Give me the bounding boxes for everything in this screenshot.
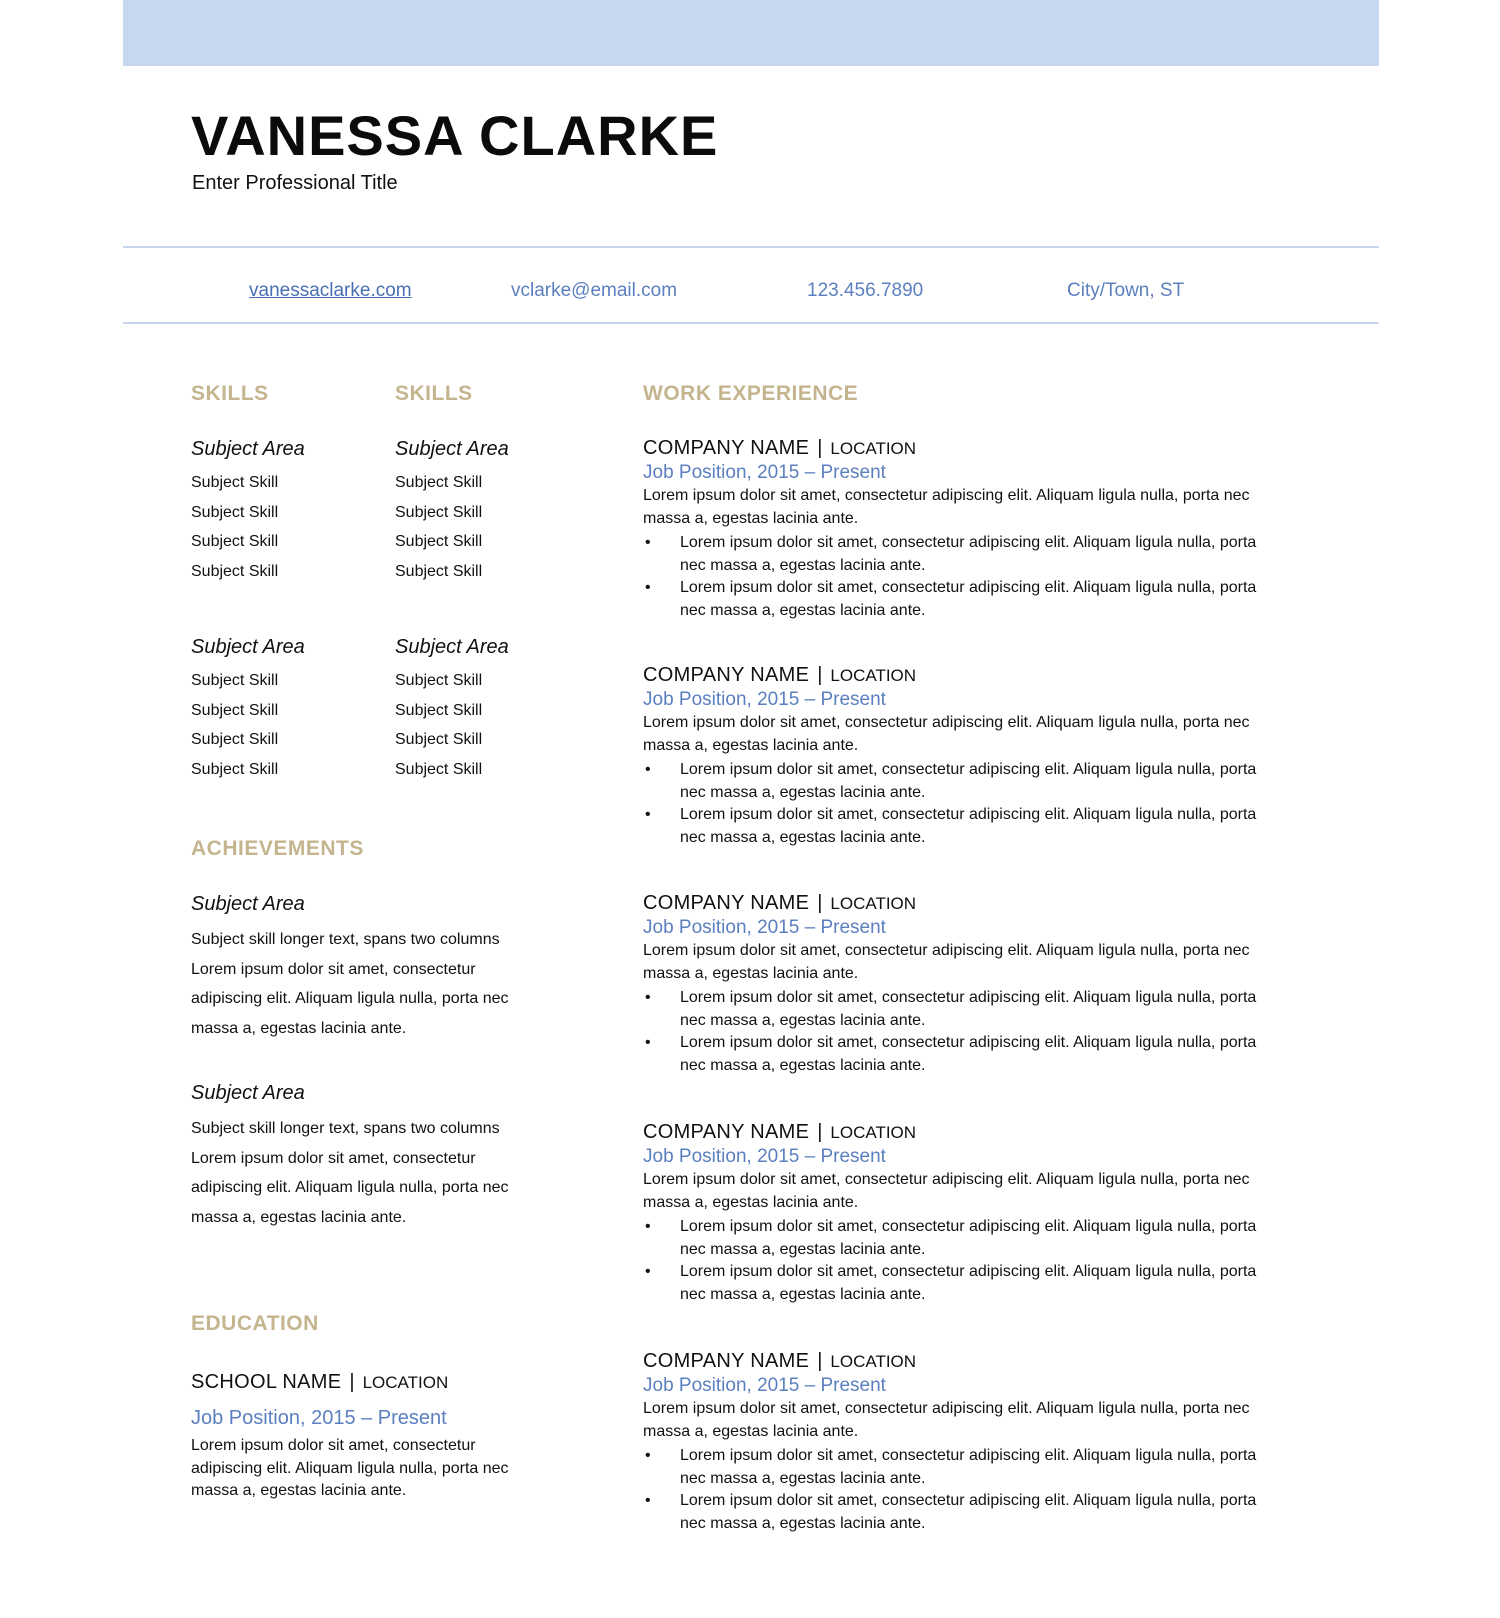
skill-item: Subject Skill (395, 503, 483, 521)
bullet-glyph: • (645, 1263, 651, 1280)
skill-group (191, 634, 391, 788)
achievement-block (191, 1080, 531, 1232)
skill-item: Subject Skill (191, 562, 279, 580)
skills-column-right (395, 436, 595, 788)
school-location: LOCATION (362, 1373, 449, 1392)
skill-item: Subject Skill (191, 731, 279, 748)
separator: | (817, 664, 823, 686)
email-text: vclarke@email.com (511, 280, 678, 301)
skill-item: Subject Skill (191, 760, 279, 778)
bullet-text: Lorem ipsum dolor sit amet, consectetur adipiscing elit. Aliquam ligula nulla, porta nec massa a, egestas lacinia ante. (680, 1034, 1257, 1074)
skill-item: Subject Skill (395, 533, 483, 550)
contact-bottom-divider (123, 322, 1379, 324)
separator: | (817, 437, 823, 459)
job-bullets (643, 532, 1263, 622)
job-summary: Lorem ipsum dolor sit amet, consectetur adipiscing elit. Aliquam ligula nulla, porta nec massa a, egestas lacinia ante. (643, 714, 1250, 754)
job-position: Job Position, 2015 – Present (643, 1146, 886, 1167)
company-location: LOCATION (830, 1352, 917, 1371)
skill-item: Subject Skill (191, 701, 279, 719)
skill-group (191, 436, 391, 590)
company-name: COMPANY NAME (643, 892, 810, 914)
bullet-text: Lorem ipsum dolor sit amet, consectetur adipiscing elit. Aliquam ligula nulla, porta nec massa a, egestas lacinia ante. (680, 1492, 1257, 1532)
job-bullets (643, 1216, 1263, 1306)
job-entry (643, 663, 1263, 849)
company-name: COMPANY NAME (643, 1121, 810, 1143)
bullet-glyph: • (645, 806, 651, 823)
job-bullet (643, 804, 1263, 849)
job-bullet (643, 1216, 1263, 1261)
company-location: LOCATION (830, 1123, 917, 1142)
achievement-line: Subject skill longer text, spans two columns (191, 1120, 500, 1137)
job-bullets (643, 1445, 1263, 1535)
separator: | (817, 1350, 823, 1372)
job-summary: Lorem ipsum dolor sit amet, consectetur adipiscing elit. Aliquam ligula nulla, porta nec massa a, egestas lacinia ante. (643, 1400, 1250, 1440)
bullet-glyph: • (645, 1218, 651, 1235)
skill-group (395, 634, 595, 788)
job-bullet (643, 1445, 1263, 1490)
achievement-line: massa a, egestas lacinia ante. (191, 1208, 407, 1226)
skill-item: Subject Skill (395, 672, 483, 689)
separator: | (817, 1121, 823, 1143)
education-heading: EDUCATION (191, 1312, 319, 1335)
achievement-line: adipiscing elit. Aliquam ligula nulla, porta nec (191, 990, 509, 1007)
bullet-glyph: • (645, 534, 651, 551)
bullet-glyph: • (645, 1447, 651, 1464)
education-entry (191, 1370, 531, 1503)
job-position: Job Position, 2015 – Present (643, 1375, 886, 1396)
bullet-glyph: • (645, 761, 651, 778)
professional-title: Enter Professional Title (192, 172, 398, 194)
skill-item: Subject Skill (395, 760, 483, 778)
school-line (191, 1370, 531, 1395)
job-entry (643, 436, 1263, 622)
subject-area-title: Subject Area (191, 1082, 305, 1104)
skills-column-left (191, 436, 391, 788)
company-name: COMPANY NAME (643, 1350, 810, 1372)
job-bullet (643, 1490, 1263, 1535)
bullet-text: Lorem ipsum dolor sit amet, consectetur adipiscing elit. Aliquam ligula nulla, porta nec massa a, egestas lacinia ante. (680, 534, 1257, 574)
achievement-line: adipiscing elit. Aliquam ligula nulla, porta nec (191, 1179, 509, 1196)
skill-item: Subject Skill (395, 701, 483, 719)
bullet-glyph: • (645, 579, 651, 596)
bullet-glyph: • (645, 1492, 651, 1509)
company-line (643, 1120, 1263, 1145)
website-link[interactable]: vanessaclarke.com (249, 280, 412, 301)
job-bullet (643, 1032, 1263, 1077)
subject-area-title: Subject Area (191, 438, 305, 460)
job-bullets (643, 759, 1263, 849)
job-bullet (643, 987, 1263, 1032)
contact-top-divider (123, 246, 1379, 248)
location-text: City/Town, ST (1067, 280, 1185, 301)
separator: | (817, 892, 823, 914)
achievement-block (191, 891, 531, 1043)
company-line (643, 436, 1263, 461)
education-description: Lorem ipsum dolor sit amet, consectetur adipiscing elit. Aliquam ligula nulla, porta nec massa a, egestas lacinia ante. (191, 1437, 509, 1499)
company-location: LOCATION (830, 666, 917, 685)
job-position: Job Position, 2015 – Present (643, 917, 886, 938)
job-bullet (643, 532, 1263, 577)
company-line (643, 891, 1263, 916)
skills-heading-left: SKILLS (191, 382, 269, 405)
bullet-text: Lorem ipsum dolor sit amet, consectetur adipiscing elit. Aliquam ligula nulla, porta nec massa a, egestas lacinia ante. (680, 1218, 1257, 1258)
bullet-glyph: • (645, 989, 651, 1006)
resume-page (123, 0, 1379, 1618)
school-name: SCHOOL NAME (191, 1371, 342, 1393)
subject-area-title: Subject Area (395, 636, 509, 658)
education-position: Job Position, 2015 – Present (191, 1407, 447, 1429)
bullet-text: Lorem ipsum dolor sit amet, consectetur adipiscing elit. Aliquam ligula nulla, porta nec massa a, egestas lacinia ante. (680, 806, 1257, 846)
job-entry (643, 891, 1263, 1077)
company-location: LOCATION (830, 894, 917, 913)
candidate-name: VANESSA CLARKE (191, 104, 719, 167)
company-location: LOCATION (830, 439, 917, 458)
skill-item: Subject Skill (395, 731, 483, 748)
bullet-glyph: • (645, 1034, 651, 1051)
separator: | (349, 1371, 355, 1393)
achievements-heading: ACHIEVEMENTS (191, 837, 364, 860)
skill-item: Subject Skill (191, 474, 279, 491)
header-band (123, 0, 1379, 66)
company-name: COMPANY NAME (643, 437, 810, 459)
subject-area-title: Subject Area (191, 636, 305, 658)
job-position: Job Position, 2015 – Present (643, 689, 886, 710)
job-entry (643, 1120, 1263, 1306)
bullet-text: Lorem ipsum dolor sit amet, consectetur adipiscing elit. Aliquam ligula nulla, porta nec massa a, egestas lacinia ante. (680, 579, 1257, 619)
job-bullets (643, 987, 1263, 1077)
skill-item: Subject Skill (191, 503, 279, 521)
bullet-text: Lorem ipsum dolor sit amet, consectetur adipiscing elit. Aliquam ligula nulla, porta nec massa a, egestas lacinia ante. (680, 989, 1257, 1029)
job-position: Job Position, 2015 – Present (643, 462, 886, 483)
bullet-text: Lorem ipsum dolor sit amet, consectetur adipiscing elit. Aliquam ligula nulla, porta nec massa a, egestas lacinia ante. (680, 1263, 1257, 1303)
achievement-line: Subject skill longer text, spans two columns (191, 931, 500, 948)
skill-item: Subject Skill (395, 474, 483, 491)
job-summary: Lorem ipsum dolor sit amet, consectetur adipiscing elit. Aliquam ligula nulla, porta nec massa a, egestas lacinia ante. (643, 487, 1250, 527)
company-line (643, 663, 1263, 688)
skill-item: Subject Skill (191, 533, 279, 550)
achievement-line: massa a, egestas lacinia ante. (191, 1019, 407, 1037)
bullet-text: Lorem ipsum dolor sit amet, consectetur adipiscing elit. Aliquam ligula nulla, porta nec massa a, egestas lacinia ante. (680, 761, 1257, 801)
skill-item: Subject Skill (191, 672, 279, 689)
skill-item: Subject Skill (395, 562, 483, 580)
subject-area-title: Subject Area (395, 438, 509, 460)
company-line (643, 1349, 1263, 1374)
skills-heading-right: SKILLS (395, 382, 473, 405)
job-bullet (643, 577, 1263, 622)
job-summary: Lorem ipsum dolor sit amet, consectetur adipiscing elit. Aliquam ligula nulla, porta nec massa a, egestas lacinia ante. (643, 942, 1250, 982)
subject-area-title: Subject Area (191, 893, 305, 915)
job-entry (643, 1349, 1263, 1535)
skill-group (395, 436, 595, 590)
achievement-line: Lorem ipsum dolor sit amet, consectetur (191, 960, 476, 978)
job-bullet (643, 759, 1263, 804)
phone-text: 123.456.7890 (807, 280, 924, 301)
job-summary: Lorem ipsum dolor sit amet, consectetur adipiscing elit. Aliquam ligula nulla, porta nec massa a, egestas lacinia ante. (643, 1171, 1250, 1211)
achievement-line: Lorem ipsum dolor sit amet, consectetur (191, 1149, 476, 1167)
job-bullet (643, 1261, 1263, 1306)
bullet-text: Lorem ipsum dolor sit amet, consectetur adipiscing elit. Aliquam ligula nulla, porta nec massa a, egestas lacinia ante. (680, 1447, 1257, 1487)
company-name: COMPANY NAME (643, 664, 810, 686)
work-experience-heading: WORK EXPERIENCE (643, 382, 859, 405)
